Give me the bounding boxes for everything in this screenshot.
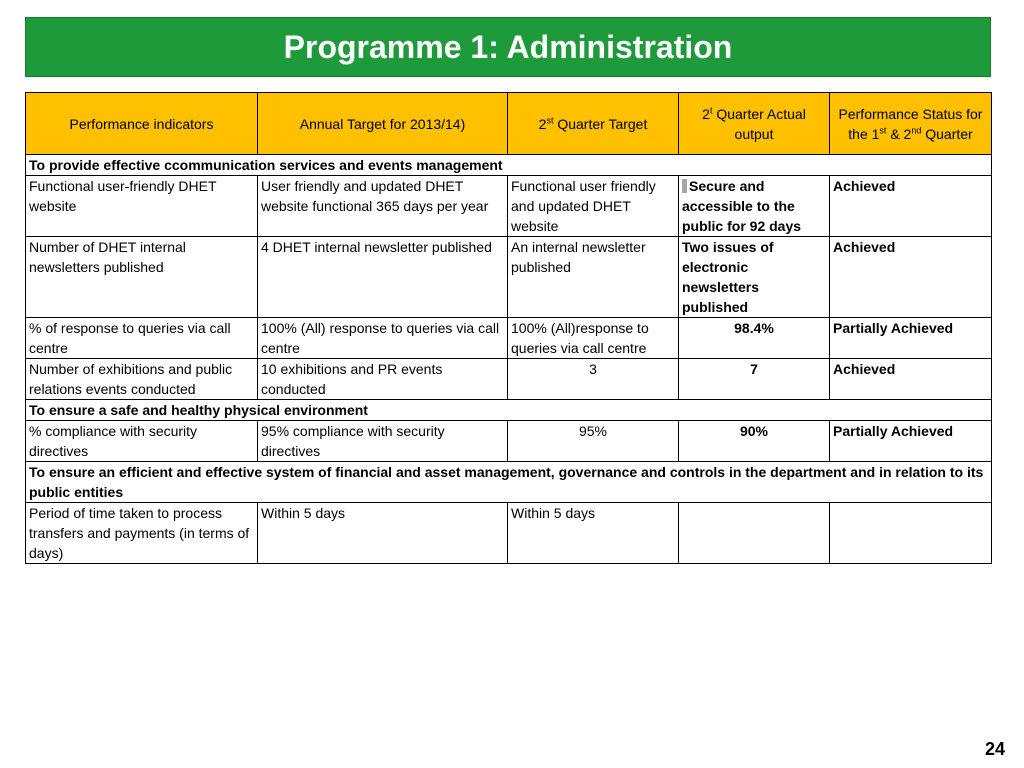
actual-output-cell: Secure and accessible to the public for 92 days: [679, 176, 830, 237]
quarter-target-cell: Functional user friendly and updated DHET website: [508, 176, 679, 237]
section-row: [26, 462, 992, 503]
header-indicator: Performance indicators: [26, 93, 258, 155]
indicator-cell: % compliance with security directives: [26, 421, 258, 462]
indicator-cell: % of response to queries via call centre: [26, 318, 258, 359]
table-row: [26, 421, 992, 462]
page-number: 24: [984, 739, 1005, 759]
quarter-target-cell: Within 5 days: [508, 503, 679, 564]
table-row: [26, 176, 992, 237]
quarter-target-cell: 95%: [508, 421, 679, 462]
page-title: Programme 1: Administration: [283, 28, 733, 65]
section-title: To ensure an efficient and effective system of financial and asset management, governance and controls in the department and in relation to its public entities: [26, 462, 992, 503]
status-cell: Achieved: [830, 359, 992, 400]
status-cell: Partially Achieved: [830, 421, 992, 462]
annual-target-cell: User friendly and updated DHET website functional 365 days per year: [258, 176, 508, 237]
actual-output-cell: 7: [679, 359, 830, 400]
cell-marker: [682, 179, 687, 193]
actual-output-cell: [679, 503, 830, 564]
annual-target-cell: 95% compliance with security directives: [258, 421, 508, 462]
header-annual-target: Annual Target for 2013/14): [258, 93, 508, 155]
status-cell: Partially Achieved: [830, 318, 992, 359]
quarter-target-cell: 3: [508, 359, 679, 400]
quarter-target-cell: 100% (All)response to queries via call centre: [508, 318, 679, 359]
actual-output-cell: 98.4%: [679, 318, 830, 359]
status-cell: Achieved: [830, 237, 992, 318]
status-cell: [830, 503, 992, 564]
table-row: [26, 318, 992, 359]
indicator-cell: Number of DHET internal newsletters published: [26, 237, 258, 318]
indicator-cell: Number of exhibitions and public relations events conducted: [26, 359, 258, 400]
annual-target-cell: 10 exhibitions and PR events conducted: [258, 359, 508, 400]
table-row: [26, 237, 992, 318]
section-row: [26, 155, 992, 176]
annual-target-cell: 4 DHET internal newsletter published: [258, 237, 508, 318]
section-title: To ensure a safe and healthy physical environment: [26, 400, 992, 421]
table-header-row: [26, 93, 992, 155]
section-title: To provide effective ccommunication services and events management: [26, 155, 992, 176]
header-actual-output: 2$^t$ Quarter Actual output: [679, 93, 830, 155]
title-banner: [25, 17, 991, 77]
header-performance-status: Performance Status for the 1st & 2nd Quarter: [830, 93, 992, 155]
indicator-cell: Functional user-friendly DHET website: [26, 176, 258, 237]
actual-output-cell: Two issues of electronic newsletters published: [679, 237, 830, 318]
table-row: [26, 503, 992, 564]
quarter-target-cell: An internal newsletter published: [508, 237, 679, 318]
header-quarter-target: 2st Quarter Target: [508, 93, 679, 155]
section-row: [26, 400, 992, 421]
indicator-cell: Period of time taken to process transfers and payments (in terms of days): [26, 503, 258, 564]
annual-target-cell: Within 5 days: [258, 503, 508, 564]
status-cell: Achieved: [830, 176, 992, 237]
actual-output-cell: 90%: [679, 421, 830, 462]
table-row: [26, 359, 992, 400]
performance-table: [25, 92, 992, 564]
annual-target-cell: 100% (All) response to queries via call centre: [258, 318, 508, 359]
